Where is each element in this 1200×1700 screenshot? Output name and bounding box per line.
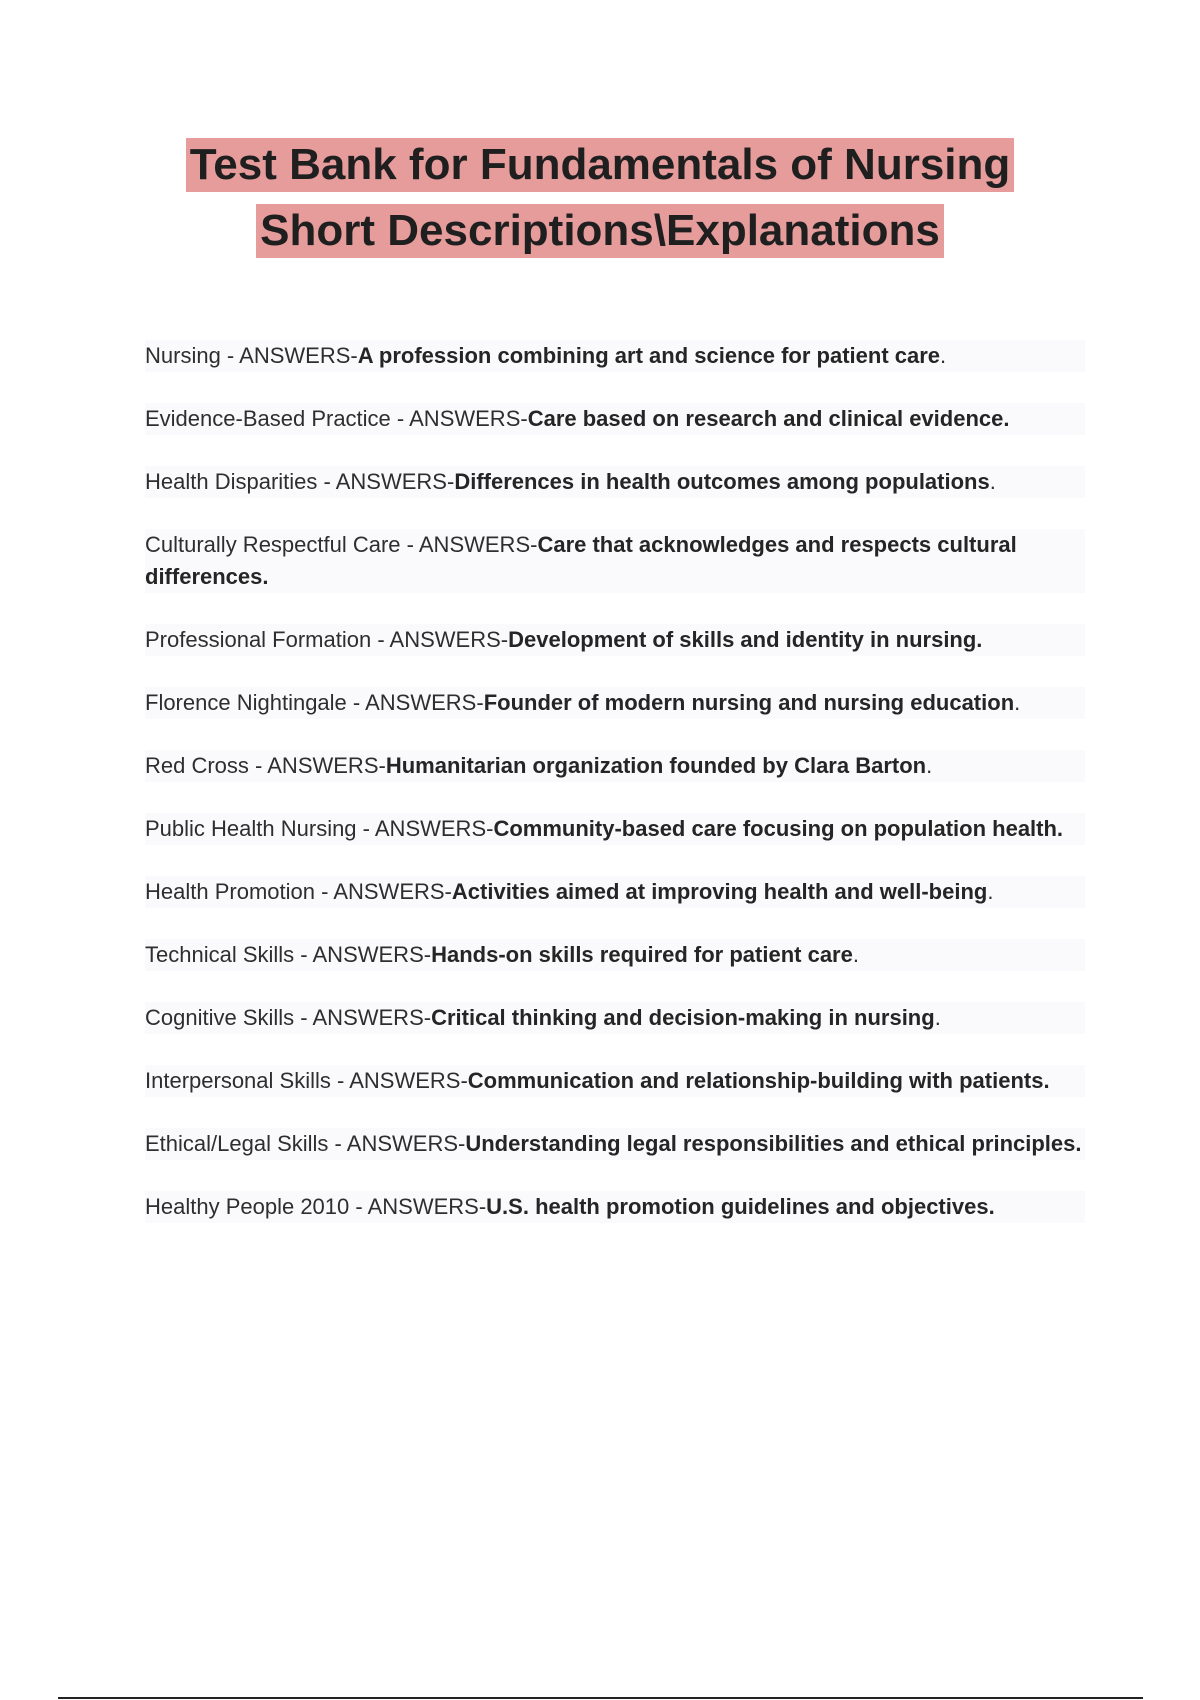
entry-item — [145, 687, 1085, 719]
entry-definition: Critical thinking and decision-making in nursing — [431, 1005, 935, 1030]
entry-term: Public Health Nursing — [145, 816, 357, 841]
entry-tail: . — [987, 879, 994, 904]
entry-term: Florence Nightingale — [145, 690, 347, 715]
entry-tail: . — [934, 1005, 941, 1030]
entry-term: Nursing — [145, 343, 221, 368]
entry-definition: Understanding legal responsibilities and ethical principles. — [465, 1131, 1082, 1156]
entry-item — [145, 529, 1085, 593]
entry-term: Health Disparities — [145, 469, 318, 494]
entry-term: Evidence-Based Practice — [145, 406, 391, 431]
entry-separator: - ANSWERS- — [400, 532, 538, 557]
entry-tail: . — [1014, 690, 1021, 715]
entry-list — [145, 340, 1085, 1254]
entry-definition: A profession combining art and science for patient care — [357, 343, 941, 368]
entry-separator: - ANSWERS- — [346, 690, 484, 715]
footer-divider — [58, 1697, 1143, 1699]
entry-separator: - ANSWERS- — [356, 816, 494, 841]
entry-separator: - ANSWERS- — [294, 1005, 432, 1030]
title-line-2: Short Descriptions\Explanations — [256, 204, 944, 258]
entry-separator: - ANSWERS- — [317, 469, 455, 494]
entry-item — [145, 624, 1085, 656]
entry-definition: Humanitarian organization founded by Clara Barton — [385, 753, 927, 778]
entry-definition: Care based on research and clinical evidence. — [527, 406, 1010, 431]
entry-separator: - ANSWERS- — [349, 1194, 487, 1219]
entry-separator: - ANSWERS- — [220, 343, 358, 368]
entry-separator: - ANSWERS- — [390, 406, 528, 431]
entry-item — [145, 403, 1085, 435]
entry-separator: - ANSWERS- — [294, 942, 432, 967]
entry-item — [145, 1002, 1085, 1034]
entry-term: Health Promotion — [145, 879, 315, 904]
entry-definition: Communication and relationship-building with patients. — [467, 1068, 1050, 1093]
entry-separator: - ANSWERS- — [328, 1131, 466, 1156]
entry-term: Ethical/Legal Skills — [145, 1131, 329, 1156]
entry-item — [145, 750, 1085, 782]
entry-item — [145, 1191, 1085, 1223]
entry-separator: - ANSWERS- — [248, 753, 386, 778]
document-title — [0, 138, 1200, 258]
entry-term: Healthy People 2010 — [145, 1194, 350, 1219]
entry-item — [145, 813, 1085, 845]
entry-separator: - ANSWERS- — [371, 627, 509, 652]
entry-item — [145, 1128, 1085, 1160]
entry-definition: Differences in health outcomes among populations — [454, 469, 990, 494]
title-line-1: Test Bank for Fundamentals of Nursing — [186, 138, 1015, 192]
entry-definition: Development of skills and identity in nursing. — [508, 627, 983, 652]
entry-tail: . — [989, 469, 996, 494]
entry-tail: . — [940, 343, 947, 368]
entry-item — [145, 340, 1085, 372]
entry-tail: . — [926, 753, 933, 778]
entry-term: Professional Formation — [145, 627, 372, 652]
entry-item — [145, 876, 1085, 908]
entry-separator: - ANSWERS- — [314, 879, 452, 904]
entry-item — [145, 466, 1085, 498]
entry-item — [145, 1065, 1085, 1097]
entry-definition: Community-based care focusing on population health. — [493, 816, 1064, 841]
entry-definition: Care that acknowledges and respects cultural differences. — [145, 532, 1017, 589]
entry-definition: U.S. health promotion guidelines and objectives. — [486, 1194, 995, 1219]
entry-definition: Hands-on skills required for patient care — [431, 942, 853, 967]
entry-definition: Founder of modern nursing and nursing education — [483, 690, 1015, 715]
entry-term: Cognitive Skills — [145, 1005, 295, 1030]
entry-separator: - ANSWERS- — [330, 1068, 468, 1093]
entry-term: Red Cross — [145, 753, 249, 778]
entry-term: Culturally Respectful Care — [145, 532, 401, 557]
entry-tail: . — [852, 942, 859, 967]
entry-item — [145, 939, 1085, 971]
entry-definition: Activities aimed at improving health and well-being — [451, 879, 988, 904]
entry-term: Technical Skills — [145, 942, 295, 967]
entry-term: Interpersonal Skills — [145, 1068, 331, 1093]
